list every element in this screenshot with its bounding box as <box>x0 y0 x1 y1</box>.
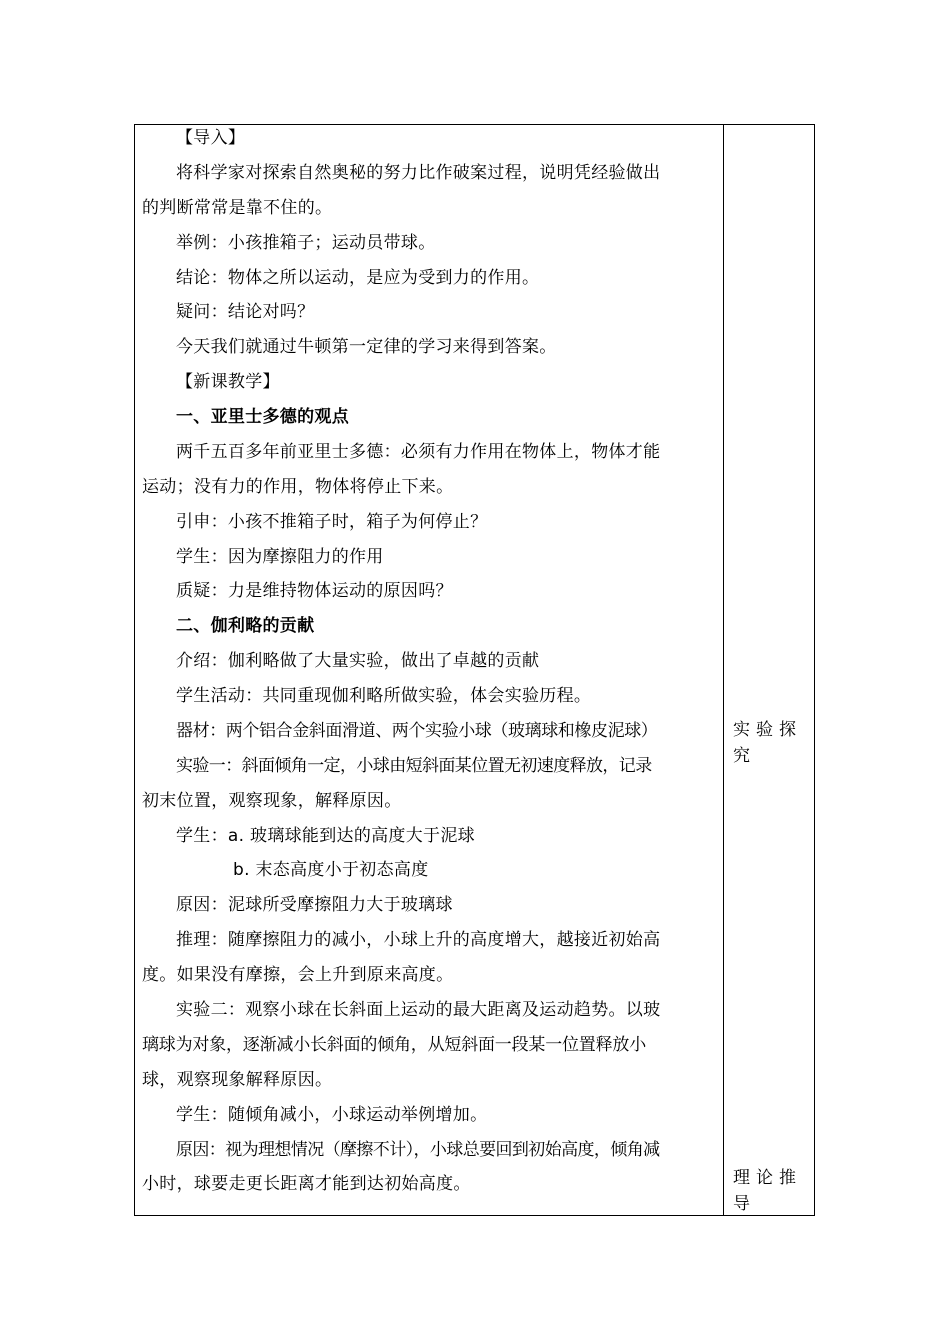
reasoning-label-line2: 导 <box>733 1194 751 1214</box>
paragraph-line: 器材：两个铝合金斜面滑道、两个实验小球（玻璃球和橡皮泥球） <box>176 721 658 741</box>
paragraph-line: 介绍：伽利略做了大量实验，做出了卓越的贡献 <box>176 651 540 671</box>
paragraph-line: 原因：视为理想情况（摩擦不计），小球总要回到初始高度，倾角减 <box>176 1140 660 1160</box>
paragraph-line: 学生：因为摩擦阻力的作用 <box>176 547 384 567</box>
paragraph-line: 运动；没有力的作用，物体将停止下来。 <box>142 477 454 497</box>
paragraph-line: 两千五百多年前亚里士多德：必须有力作用在物体上，物体才能 <box>176 442 661 462</box>
column-divider <box>723 125 724 1215</box>
paragraph-line: 疑问：结论对吗？ <box>176 302 315 322</box>
paragraph-line: 初末位置，观察现象，解释原因。 <box>142 791 402 811</box>
paragraph-line: 学生：a. 玻璃球能到达的高度大于泥球 <box>176 826 475 846</box>
section-heading-new-lesson: 【新课教学】 <box>176 372 280 392</box>
paragraph-line: 质疑：力是维持物体运动的原因吗？ <box>176 581 453 601</box>
paragraph-line: 学生：随倾角减小，小球运动举例增加。 <box>176 1105 488 1125</box>
paragraph-line: 度。如果没有摩擦，会上升到原来高度。 <box>142 965 454 985</box>
paragraph-line: 举例：小孩推箱子；运动员带球。 <box>176 233 436 253</box>
paragraph-line: 结论：物体之所以运动，是应为受到力的作用。 <box>176 268 540 288</box>
section-heading-intro: 【导入】 <box>176 128 246 148</box>
paragraph-line: 学生活动：共同重现伽利略所做实验，体会实验历程。 <box>176 686 592 706</box>
paragraph-line: 小时，球要走更长距离才能到达初始高度。 <box>142 1174 471 1194</box>
paragraph-line: 实验一：斜面倾角一定，小球由短斜面某位置无初速度释放，记录 <box>176 756 652 776</box>
paragraph-line: 引申：小孩不推箱子时，箱子为何停止？ <box>176 512 488 532</box>
paragraph-line: 今天我们就通过牛顿第一定律的学习来得到答案。 <box>176 337 557 357</box>
reasoning-label-line1: 理 论 推 <box>733 1168 797 1188</box>
paragraph-line: 的判断常常是靠不住的。 <box>142 198 333 218</box>
subheading-galileo: 二、伽利略的贡献 <box>176 616 315 636</box>
subheading-aristotle: 一、亚里士多德的观点 <box>176 407 349 427</box>
paragraph-line: 球，观察现象解释原因。 <box>142 1070 333 1090</box>
paragraph-line: 璃球为对象，逐渐减小长斜面的倾角，从短斜面一段某一位置释放小 <box>142 1035 646 1055</box>
paragraph-line: 实验二：观察小球在长斜面上运动的最大距离及运动趋势。以玻 <box>176 1000 661 1020</box>
experiment-label-line1: 实 验 探 <box>733 720 797 740</box>
paragraph-line: 原因：泥球所受摩擦阻力大于玻璃球 <box>176 895 453 915</box>
paragraph-line: b. 末态高度小于初态高度 <box>233 860 429 880</box>
paragraph-line: 将科学家对探索自然奥秘的努力比作破案过程，说明凭经验做出 <box>176 163 661 183</box>
experiment-label-line2: 究 <box>733 746 751 766</box>
paragraph-line: 推理：随摩擦阻力的减小，小球上升的高度增大，越接近初始高 <box>176 930 661 950</box>
